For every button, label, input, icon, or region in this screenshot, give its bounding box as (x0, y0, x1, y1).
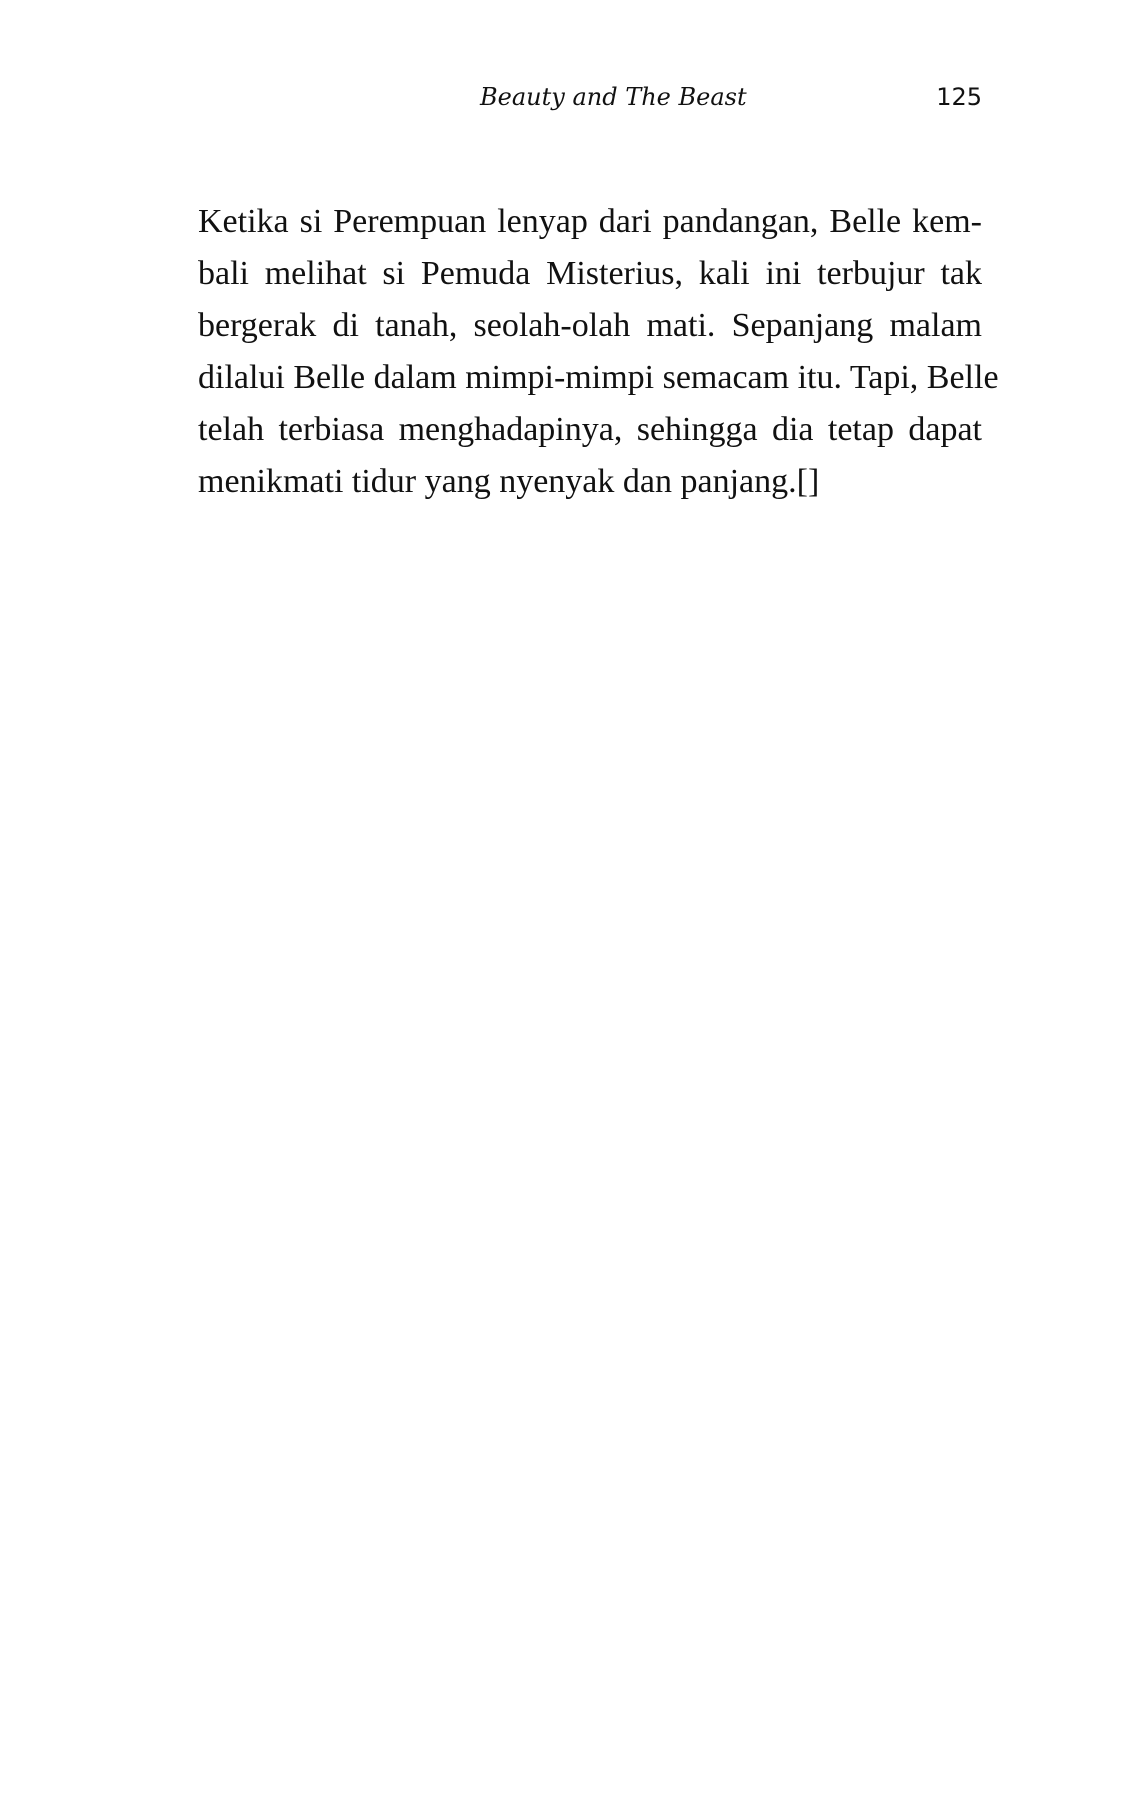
text-line: menikmati tidur yang nyenyak dan panjang.[] (198, 463, 820, 500)
text-line: telah terbiasa menghadapinya, sehingga dia tetap dapat (198, 411, 982, 448)
body-paragraph (198, 196, 999, 508)
text-line: bali melihat si Pemuda Misterius, kali ini terbujur tak (198, 255, 982, 292)
text-line: Ketika si Perempuan lenyap dari pandangan, Belle kem- (198, 203, 982, 240)
text-line: bergerak di tanah, seolah-olah mati. Sepanjang malam (198, 307, 982, 344)
text-line: dilalui Belle dalam mimpi-mimpi semacam itu. Tapi, Belle (198, 359, 999, 396)
running-title: Beauty and The Beast (480, 83, 747, 111)
page-number: 125 (936, 83, 982, 111)
